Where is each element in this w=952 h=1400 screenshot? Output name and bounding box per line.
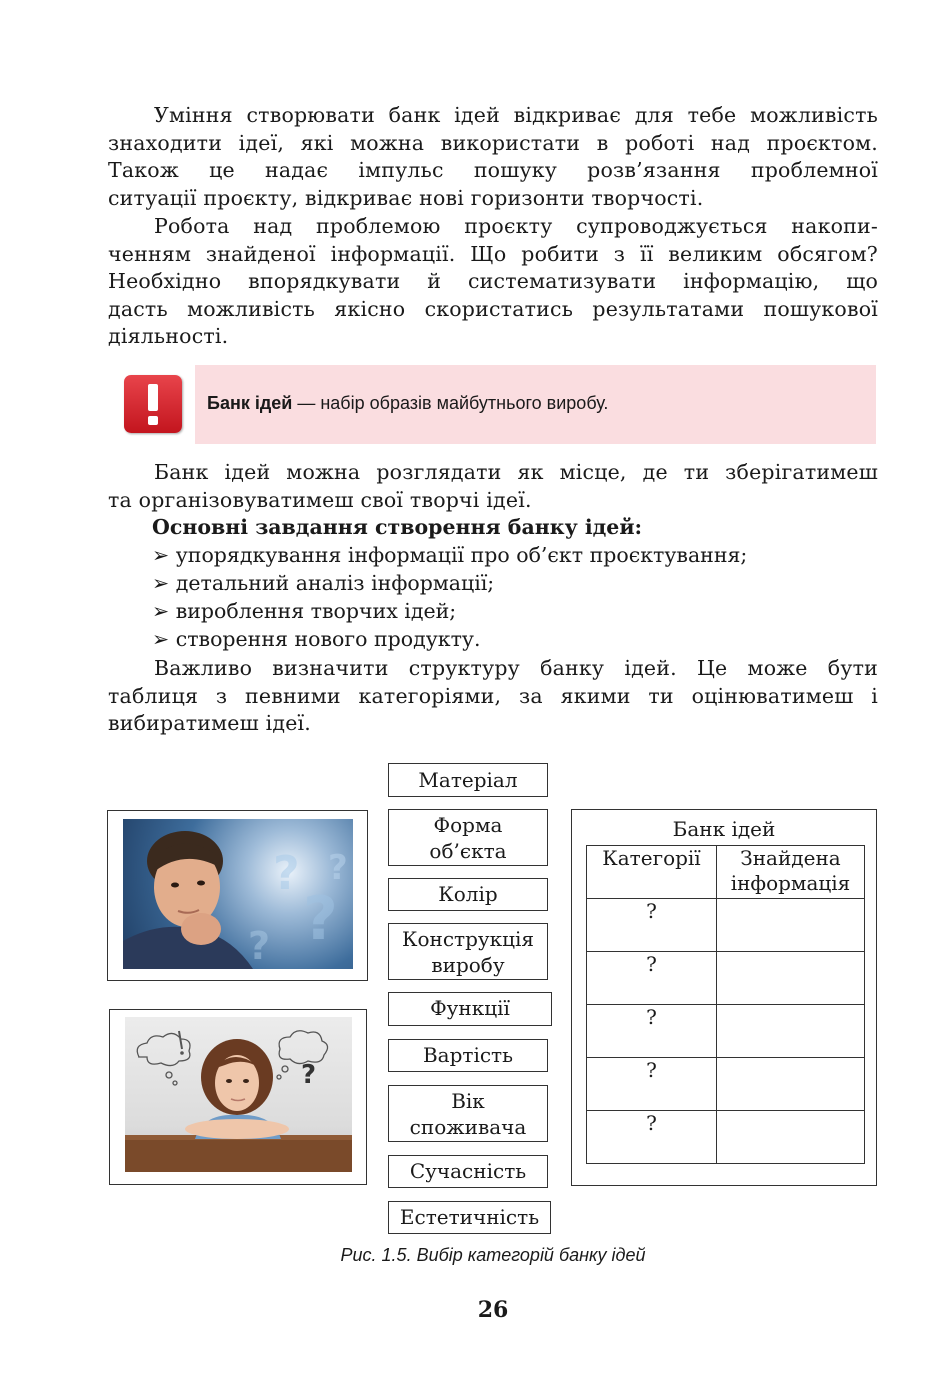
category-label: Сучасність [409,1159,527,1183]
table-cell: ? [587,1111,717,1164]
table-row [587,899,865,952]
category-label: виробу [431,953,505,977]
svg-text:?: ? [248,924,271,968]
category-label: Естетичність [399,1205,540,1229]
category-material [388,763,548,797]
thinking-boy-photo [123,819,353,969]
category-label: Колір [438,882,498,906]
svg-text:?: ? [303,884,338,954]
text-line: знаходити ідеї, які можна використати в роботі над проєктом. [108,130,878,155]
table-cell [717,899,865,952]
list-item [152,542,747,570]
table-cell: ? [587,1058,717,1111]
table-row [587,1058,865,1111]
text-line: таблиця з певними категоріями, за якими ти оцінюватимеш і [108,683,878,708]
table-cell: ? [587,952,717,1005]
definition-body: — набір образів майбутнього виробу. [292,393,609,413]
category-aesthetics [388,1201,551,1234]
bullet-arrow-icon: ➢ [152,599,170,623]
table-cell [717,1005,865,1058]
table-cell [717,1111,865,1164]
svg-text:?: ? [273,846,300,900]
category-construction [388,923,548,980]
text-line: дасть можливість якісно скористатись результатами пошукової [108,296,878,321]
table-cell [717,952,865,1005]
category-label: споживача [409,1115,527,1139]
page-number: 26 [477,1297,509,1323]
text-line: Банк ідей можна розглядати як місце, де ти зберігатимеш [154,460,878,484]
text-line: та організовуватимеш свої творчі ідеї. [108,487,532,512]
text-line: Робота над проблемою проєкту супроводжується накопи- [154,214,878,238]
list-item-text: створення нового продукту. [175,627,481,651]
list-item [152,598,456,626]
category-label: Вартість [422,1043,514,1067]
text-line: Уміння створювати банк ідей відкриває для тебе можливість [154,103,878,127]
tasks-heading: Основні завдання створення банку ідей: [152,515,643,539]
table-row [587,952,865,1005]
category-functions [388,992,552,1026]
category-color [388,878,548,911]
category-label: Вік [451,1089,485,1113]
definition-text [207,393,608,414]
category-label: Функції [430,996,510,1020]
idea-bank-title: Банк ідей [672,817,776,841]
category-label: Форма [433,813,503,837]
bullet-arrow-icon: ➢ [152,543,170,567]
idea-bank-panel [571,809,877,1186]
text-line: ченням знайденої інформації. Що робити з її великим обсягом? [108,241,878,266]
text-line: Також це надає імпульс пошуку розв’язання проблемної [108,158,878,182]
svg-text:?: ? [301,1060,317,1090]
definition-term: Банк ідей [207,393,293,413]
thinking-girl-photo [125,1017,352,1172]
bullet-arrow-icon: ➢ [152,627,170,651]
category-consumer-age [388,1085,548,1142]
paragraph-2 [108,213,878,351]
list-item-text: упорядкування інформації про об’єкт проєктування; [175,543,748,567]
figure-caption: Рис. 1.5. Вибір категорій банку ідей [340,1245,646,1265]
column-header: Знайдена інформація [717,846,865,899]
category-cost [388,1039,548,1072]
paragraph-3 [108,459,878,514]
text-line: ситуації проєкту, відкриває нові горизонти творчості. [108,185,704,210]
exclamation-icon [124,375,182,433]
paragraph-4 [108,655,878,738]
text-line: Необхідно впорядкувати й систематизувати інформацію, що [108,269,878,293]
paragraph-1 [108,102,878,212]
idea-bank-table [586,845,865,1164]
table-cell: ? [587,899,717,952]
list-item-text: вироблення творчих ідей; [175,599,457,623]
list-item [152,626,481,654]
svg-text:?: ? [328,848,348,888]
text-line: вибиратимеш ідеї. [108,711,311,735]
table-row [587,1111,865,1164]
category-label: об’єкта [429,839,507,863]
list-item [152,570,494,598]
column-header: Категорії [587,846,717,899]
category-label: Конструкція [401,927,535,951]
category-label: Матеріал [418,768,518,792]
list-item-text: детальний аналіз інформації; [175,571,495,595]
text-line: діяльності. [108,324,229,348]
bullet-arrow-icon: ➢ [152,571,170,595]
table-cell: ? [587,1005,717,1058]
table-row [587,1005,865,1058]
text-line: Важливо визначити структуру банку ідей. Це може бути [154,656,878,680]
definition-box [195,365,876,444]
category-modernity [388,1155,548,1188]
table-header-row [587,846,865,899]
table-cell [717,1058,865,1111]
category-form [388,809,548,866]
